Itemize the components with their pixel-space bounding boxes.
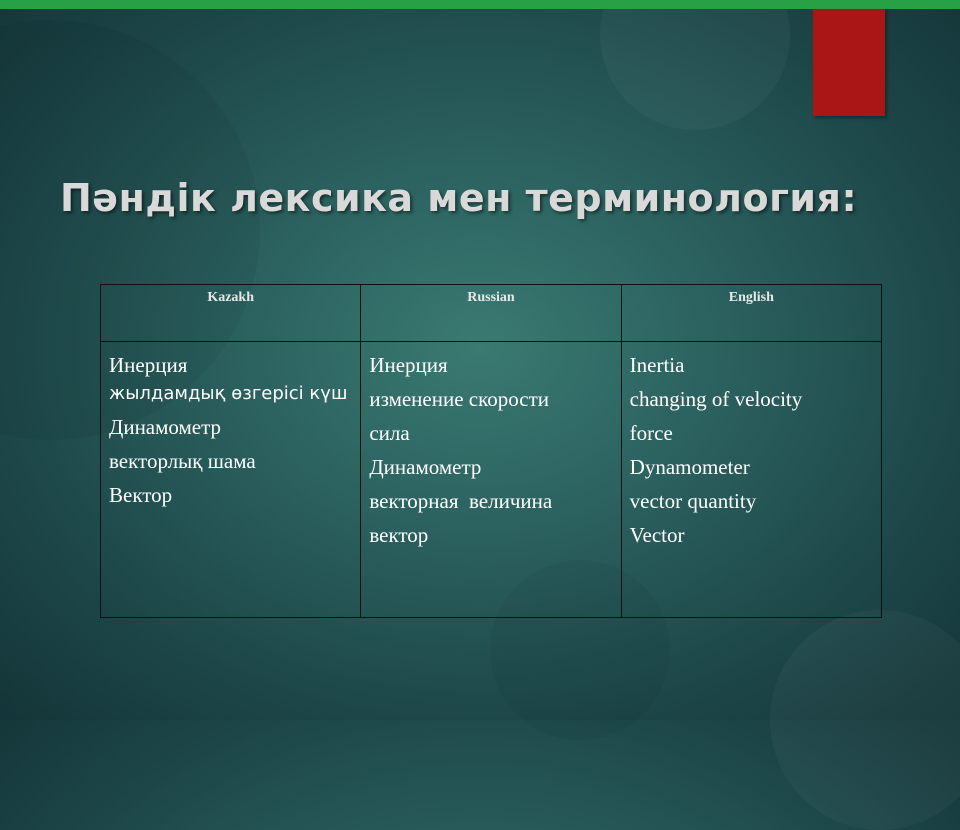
header-russian: Russian [361,285,621,342]
term-kazakh: жылдамдық өзгерісі күш [109,383,348,404]
term-english: vector quantity [629,489,757,513]
term-kazakh: Вектор [109,483,173,507]
term-kazakh: Динамометр [109,415,222,439]
term-english: Dynamometer [629,455,750,479]
term-russian: Динамометр [369,455,482,479]
term-kazakh: Инерция [109,353,188,377]
term-russian: векторная величина [369,489,553,513]
header-english: English [621,285,881,342]
slide-title: Пәндік лексика мен терминология: [60,176,858,220]
kazakh-terms-cell [101,342,361,618]
term-russian: вектор [369,523,429,547]
red-accent-tab [813,9,885,116]
english-terms-cell [621,342,881,618]
top-accent-bar [0,0,960,9]
decor-circle [600,0,790,130]
term-russian: Инерция [369,353,448,377]
table-row [101,342,882,618]
term-english: Inertia [629,353,685,377]
term-english: changing of velocity [629,387,803,411]
term-kazakh: векторлық шама [109,449,256,473]
header-kazakh: Kazakh [101,285,361,342]
terminology-table [100,284,882,618]
decor-circle [770,610,960,830]
term-russian: изменение скорости [369,387,549,411]
table-header-row [101,285,882,342]
term-english: force [629,421,673,445]
russian-terms-cell [361,342,621,618]
term-russian: сила [369,421,410,445]
term-english: Vector [629,523,685,547]
